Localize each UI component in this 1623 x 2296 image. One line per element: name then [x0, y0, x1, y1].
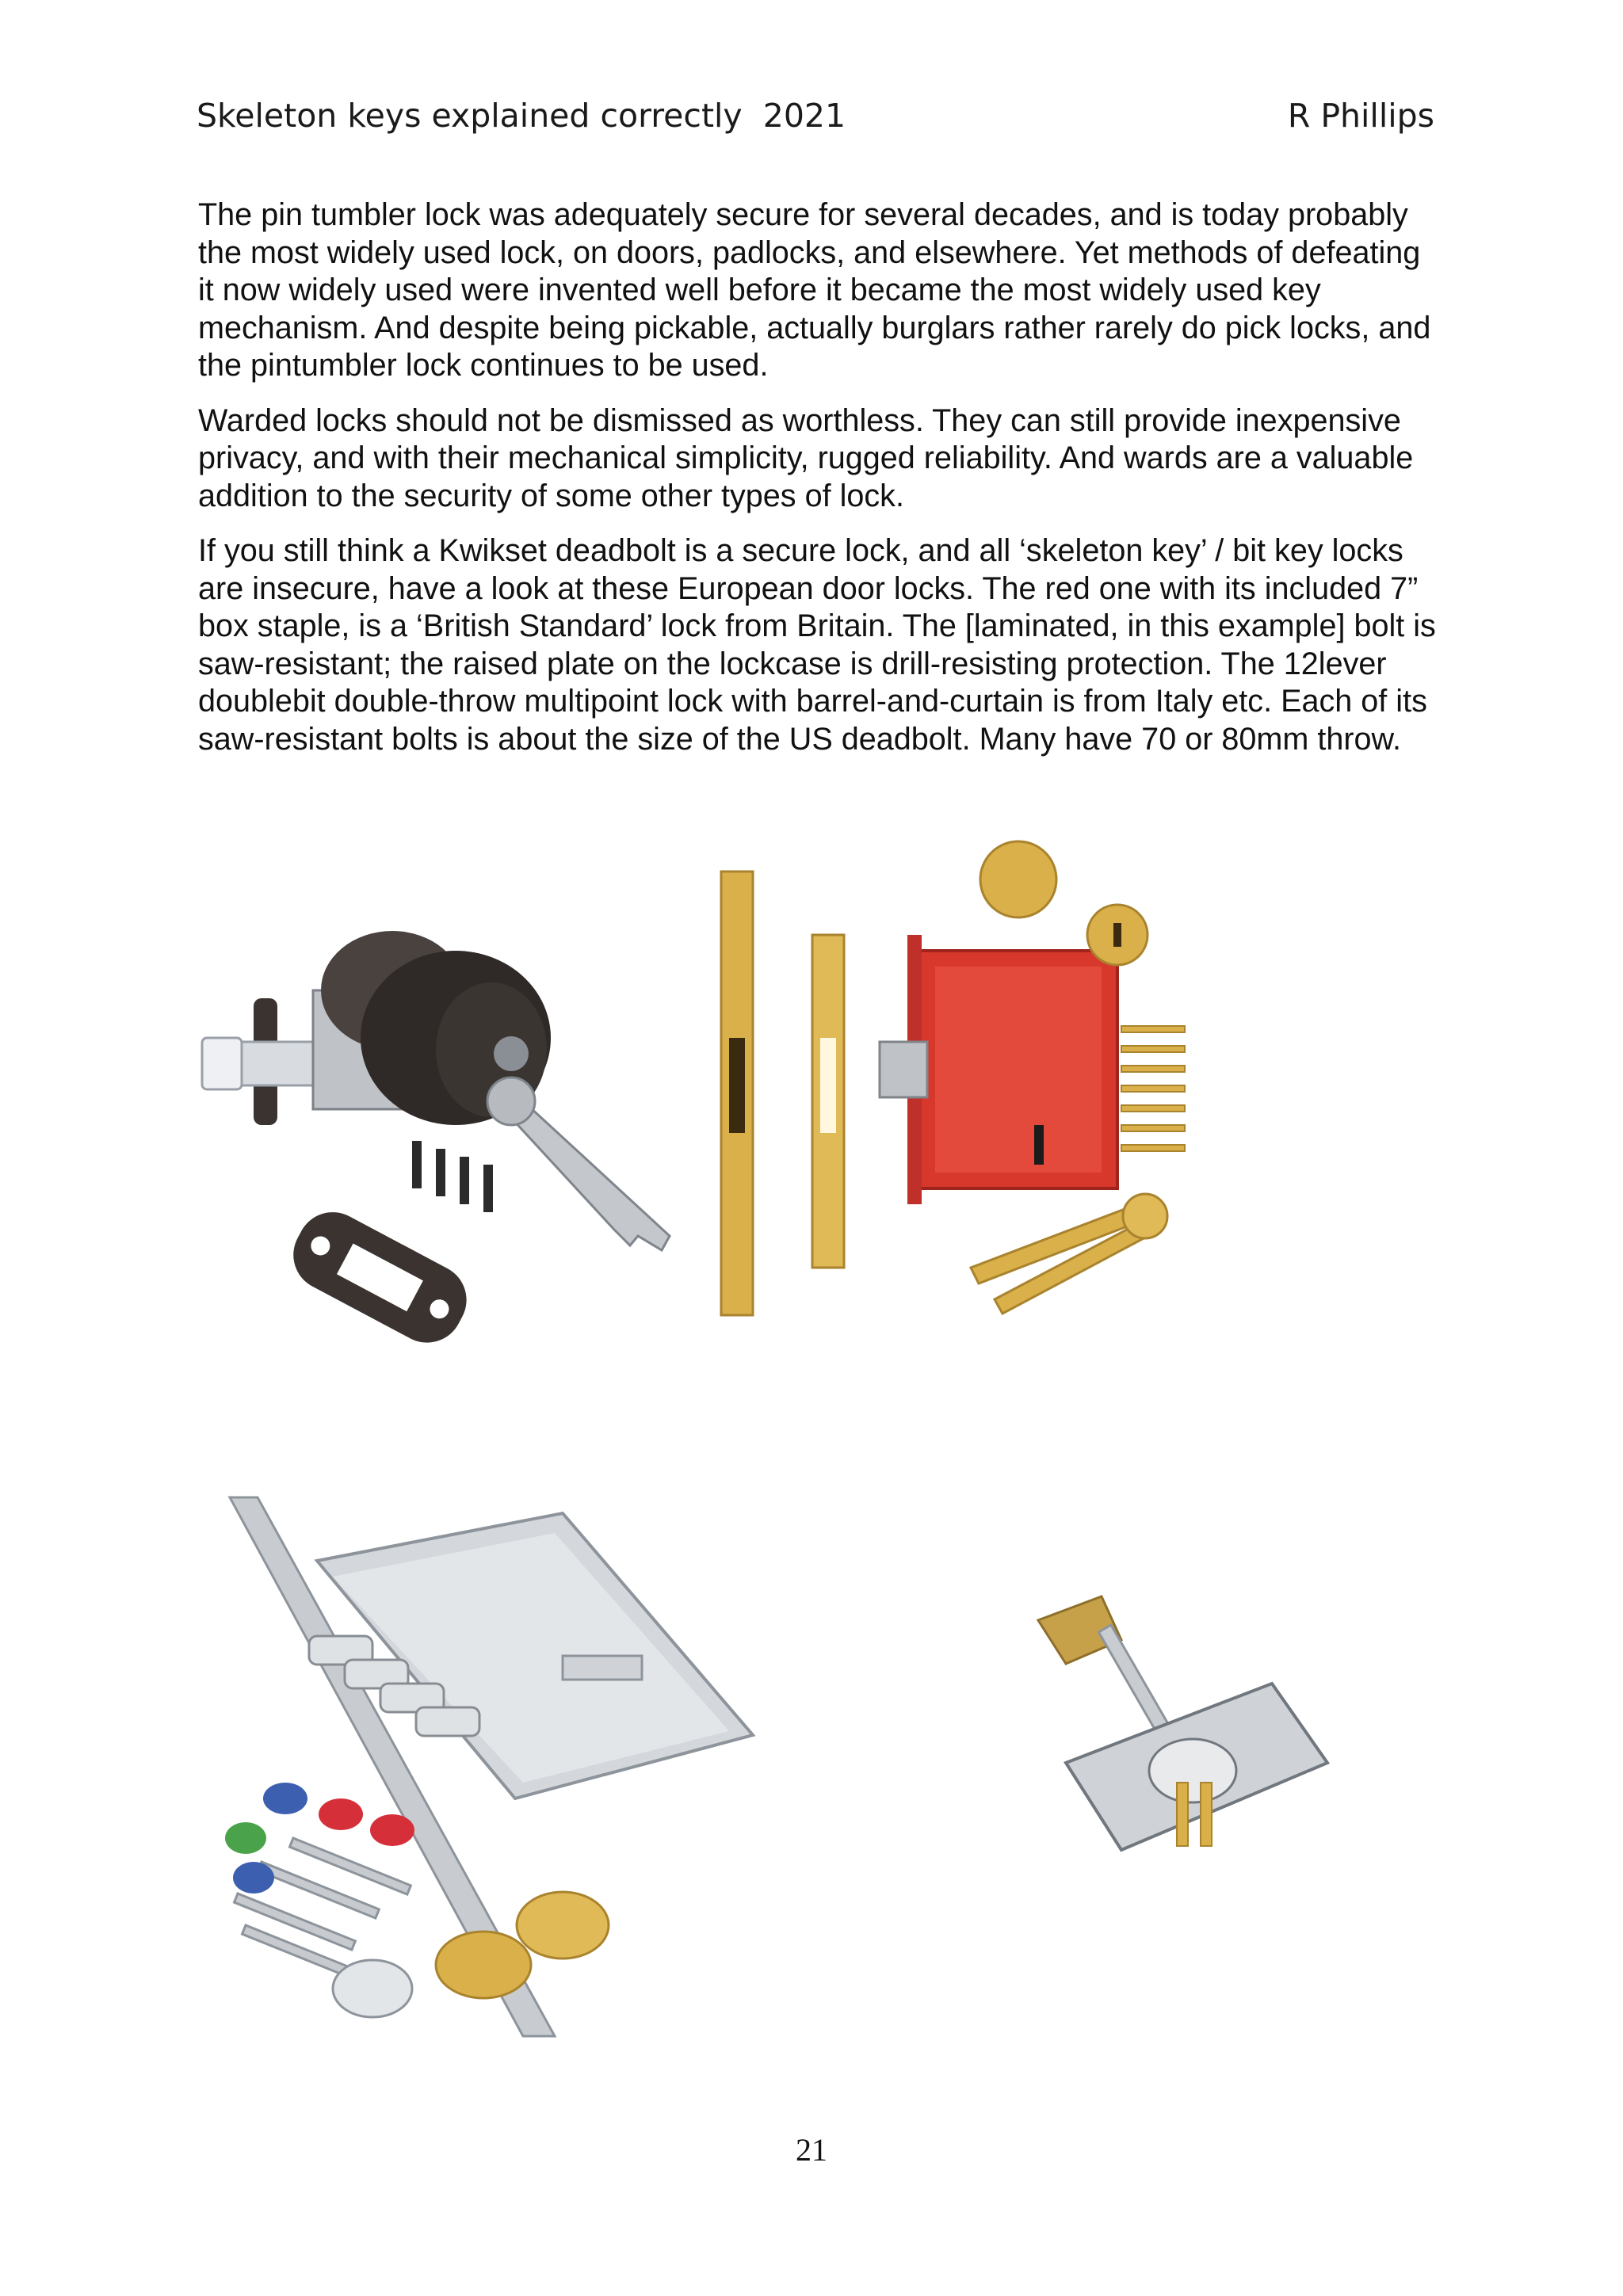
paragraph-warded-locks: Warded locks should not be dismissed as worthless. They can still provide inexpensive privacy, and with their mechanical simplicity, rugged reliability. And wards are a valuable addition to the security of some other types of lock.	[198, 402, 1414, 513]
paragraph-pin-tumbler: The pin tumbler lock was adequately secure for several decades, and is today probably the most widely used lock, on doors, padlocks, and elsewhere. Yet methods of defeating it now widely used were invented well before it became the most widely used key mechanism. And despite being pickable, actually burglars rather rarely do pick locks, and the pintumbler lock continues to be used.	[198, 197, 1431, 383]
paragraph-european-locks: If you still think a Kwikset deadbolt is a secure lock, and all ‘skeleton key’ / bit key locks are insecure, have a look at these European door locks. The red one with its included 7” box staple, is a ‘British Standard’ lock from Britain. The [laminated, in this example] bolt is saw-resistant; the raised plate on the lockcase is drill-resisting protection. The 12lever doublebit double-throw multipoint lock with barrel-and-curtain is from Italy etc. Each of its saw-resistant bolts is about the size of the US deadbolt. Many have 70 or 80mm throw.	[198, 533, 1436, 757]
barrel-and-curtain-photo	[963, 1565, 1359, 1897]
header-author: R Phillips	[1287, 97, 1434, 135]
body-text	[198, 196, 1442, 776]
british-standard-lock-photo	[693, 824, 1216, 1331]
page-number: 21	[796, 2132, 827, 2168]
running-header	[197, 97, 1434, 141]
kwikset-deadbolt-photo	[194, 903, 701, 1355]
italian-multipoint-lock-photo	[182, 1466, 840, 2044]
header-title: Skeleton keys explained correctly 2021	[197, 97, 846, 135]
